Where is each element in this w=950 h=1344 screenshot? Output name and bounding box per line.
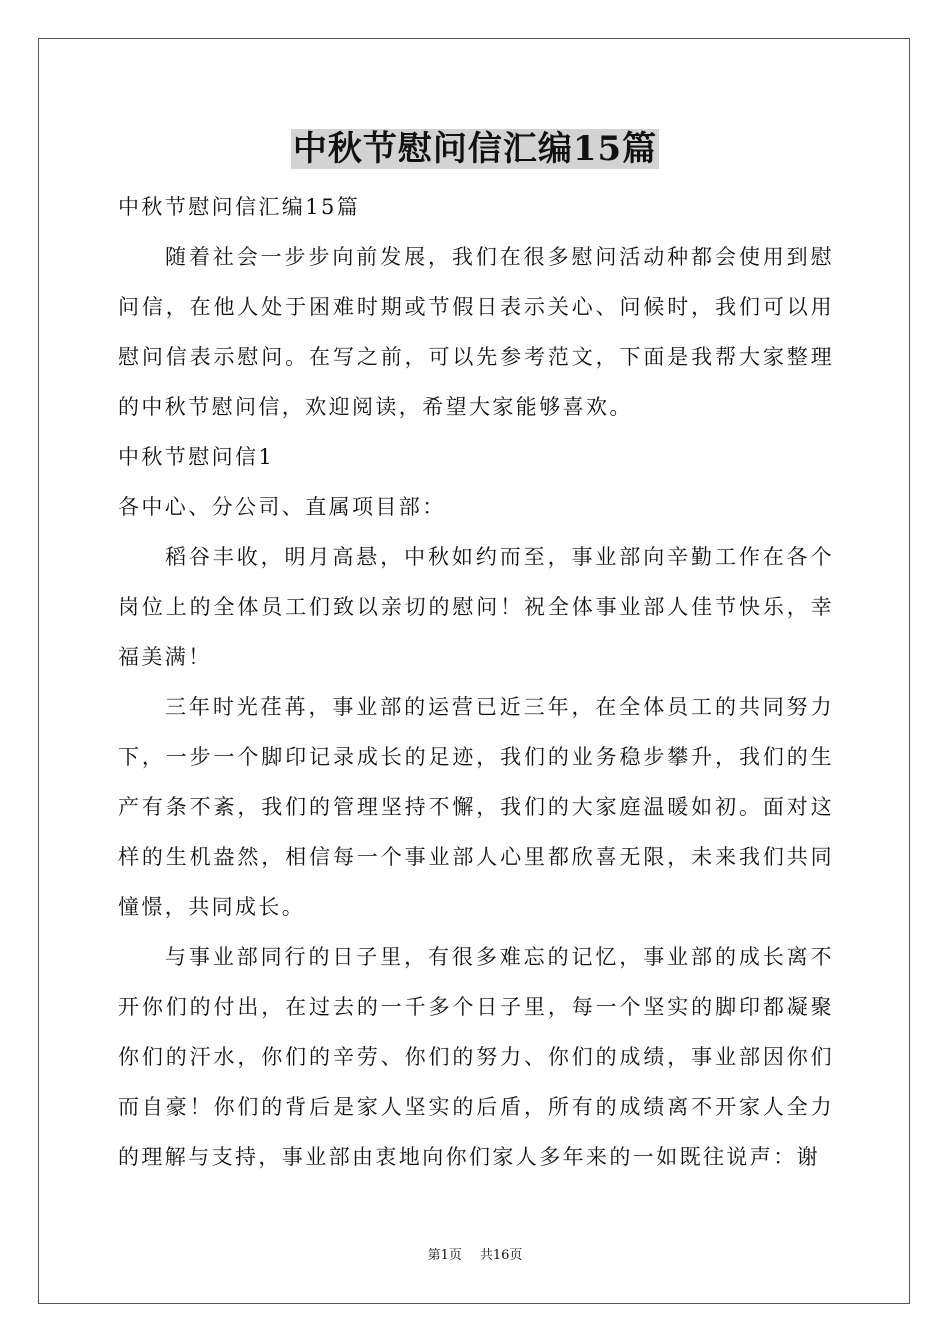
page-footer: [0, 1247, 950, 1265]
paragraph-greeting: 稻谷丰收，明月高悬，中秋如约而至，事业部向辛勤工作在各个岗位上的全体员工们致以亲切的慰问！祝全体事业部人佳节快乐，幸福美满！: [118, 545, 834, 669]
page-number-total: 共16页: [479, 1248, 523, 1263]
paragraph-three-years: 三年时光荏苒，事业部的运营已近三年，在全体员工的共同努力下，一步一个脚印记录成长的足迹，我们的业务稳步攀升，我们的生产有条不紊，我们的管理坚持不懈，我们的大家庭温暖如初。面对这样的生机盎然，相信每一个事业部人心里都欣喜无限，未来我们共同憧憬，共同成长。: [118, 695, 834, 919]
section-heading-letter-1: 中秋节慰问信1: [118, 445, 275, 469]
document-body: [118, 182, 834, 1182]
document-title-text: 中秋节慰问信汇编15篇: [292, 129, 658, 169]
letter-salutation: 各中心、分公司、直属项目部：: [118, 495, 446, 519]
paragraph-thanks: 与事业部同行的日子里，有很多难忘的记忆，事业部的成长离不开你们的付出，在过去的一千多个日子里，每一个坚实的脚印都凝聚你们的汗水，你们的辛劳、你们的努力、你们的成绩，事业部因你们而自豪！你们的背后是家人坚实的后盾，所有的成绩离不开家人全力的理解与支持，事业部由衷地向你们家人多年来的一如既往说声：谢: [118, 945, 834, 1169]
paragraph-intro: 随着社会一步步向前发展，我们在很多慰问活动种都会使用到慰问信，在他人处于困难时期或节假日表示关心、问候时，我们可以用慰问信表示慰问。在写之前，可以先参考范文，下面是我帮大家整理的中秋节慰问信，欢迎阅读，希望大家能够喜欢。: [118, 245, 834, 419]
document-title: [0, 126, 950, 172]
page-number-current: 第1页: [427, 1248, 462, 1263]
document-subtitle: 中秋节慰问信汇编15篇: [118, 195, 361, 219]
